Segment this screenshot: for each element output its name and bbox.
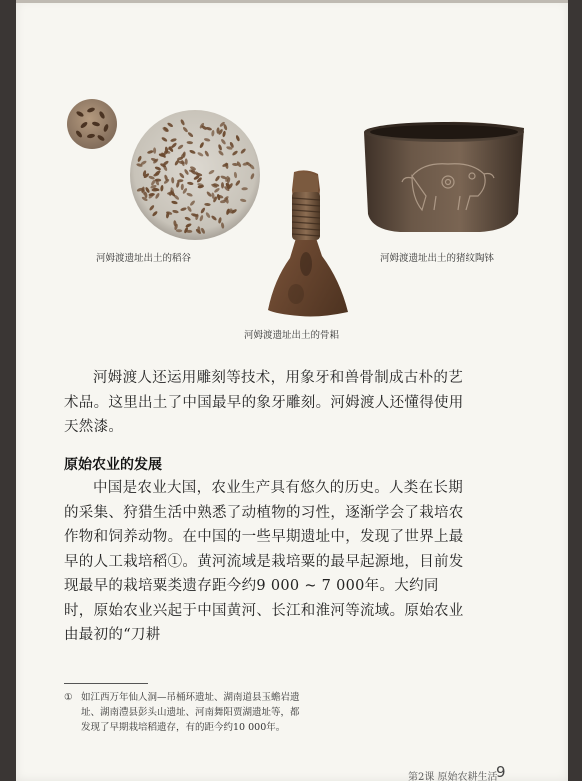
pig-pattern-bowl-image — [360, 118, 528, 234]
rice-grains-closeup-image — [64, 96, 120, 152]
section-heading: 原始农业的发展 — [64, 457, 162, 473]
pottery-caption: 河姆渡遗址出土的猪纹陶钵 — [380, 253, 495, 264]
body-paragraph-1: 河姆渡人还运用雕刻等技术，用象牙和兽骨制成古朴的艺术品。这里出土了中国最早的象牙雕刻。河姆渡人还懂得使用天然漆。 — [64, 370, 464, 435]
footnote-text: 如江西万年仙人洞—吊桶环遗址、湖南道县玉蟾岩遗址、湖南澧县彭头山遗址、河南舞阳贾湖遗址等，都发现了早期栽培稻遗存，有的距今约10 000年。 — [81, 692, 300, 733]
page-number: 9 — [496, 763, 506, 781]
footnote — [64, 690, 302, 735]
bone-spade-image — [260, 168, 354, 318]
bone-tool-caption: 河姆渡遗址出土的骨耜 — [244, 330, 340, 341]
footnote-divider — [64, 683, 148, 684]
body-paragraph-2: 中国是农业大国，农业生产具有悠久的历史。人类在长期的采集、狩猎生活中熟悉了动植物的习性，逐渐学会了栽培农作物和饲养动物。在中国的一些早期遗址中，发现了世界上最早的人工栽培稻①。黄河流域是栽培粟的最早起源地，目前发现最早的栽培粟类遗存距今约9 000 ~ 7 000年。大约同时，原始农业兴起于中国黄河、长江和淮河等流域。原始农业由最初的“刀耕 — [64, 480, 464, 643]
top-edge — [16, 0, 568, 3]
footnote-marker: ① — [64, 692, 73, 703]
rice-caption: 河姆渡遗址出土的稻谷 — [96, 253, 192, 264]
lesson-label: 第2课 原始农耕生活 — [408, 772, 498, 781]
rice-grains-dish-image — [128, 108, 262, 242]
textbook-page — [16, 0, 568, 781]
